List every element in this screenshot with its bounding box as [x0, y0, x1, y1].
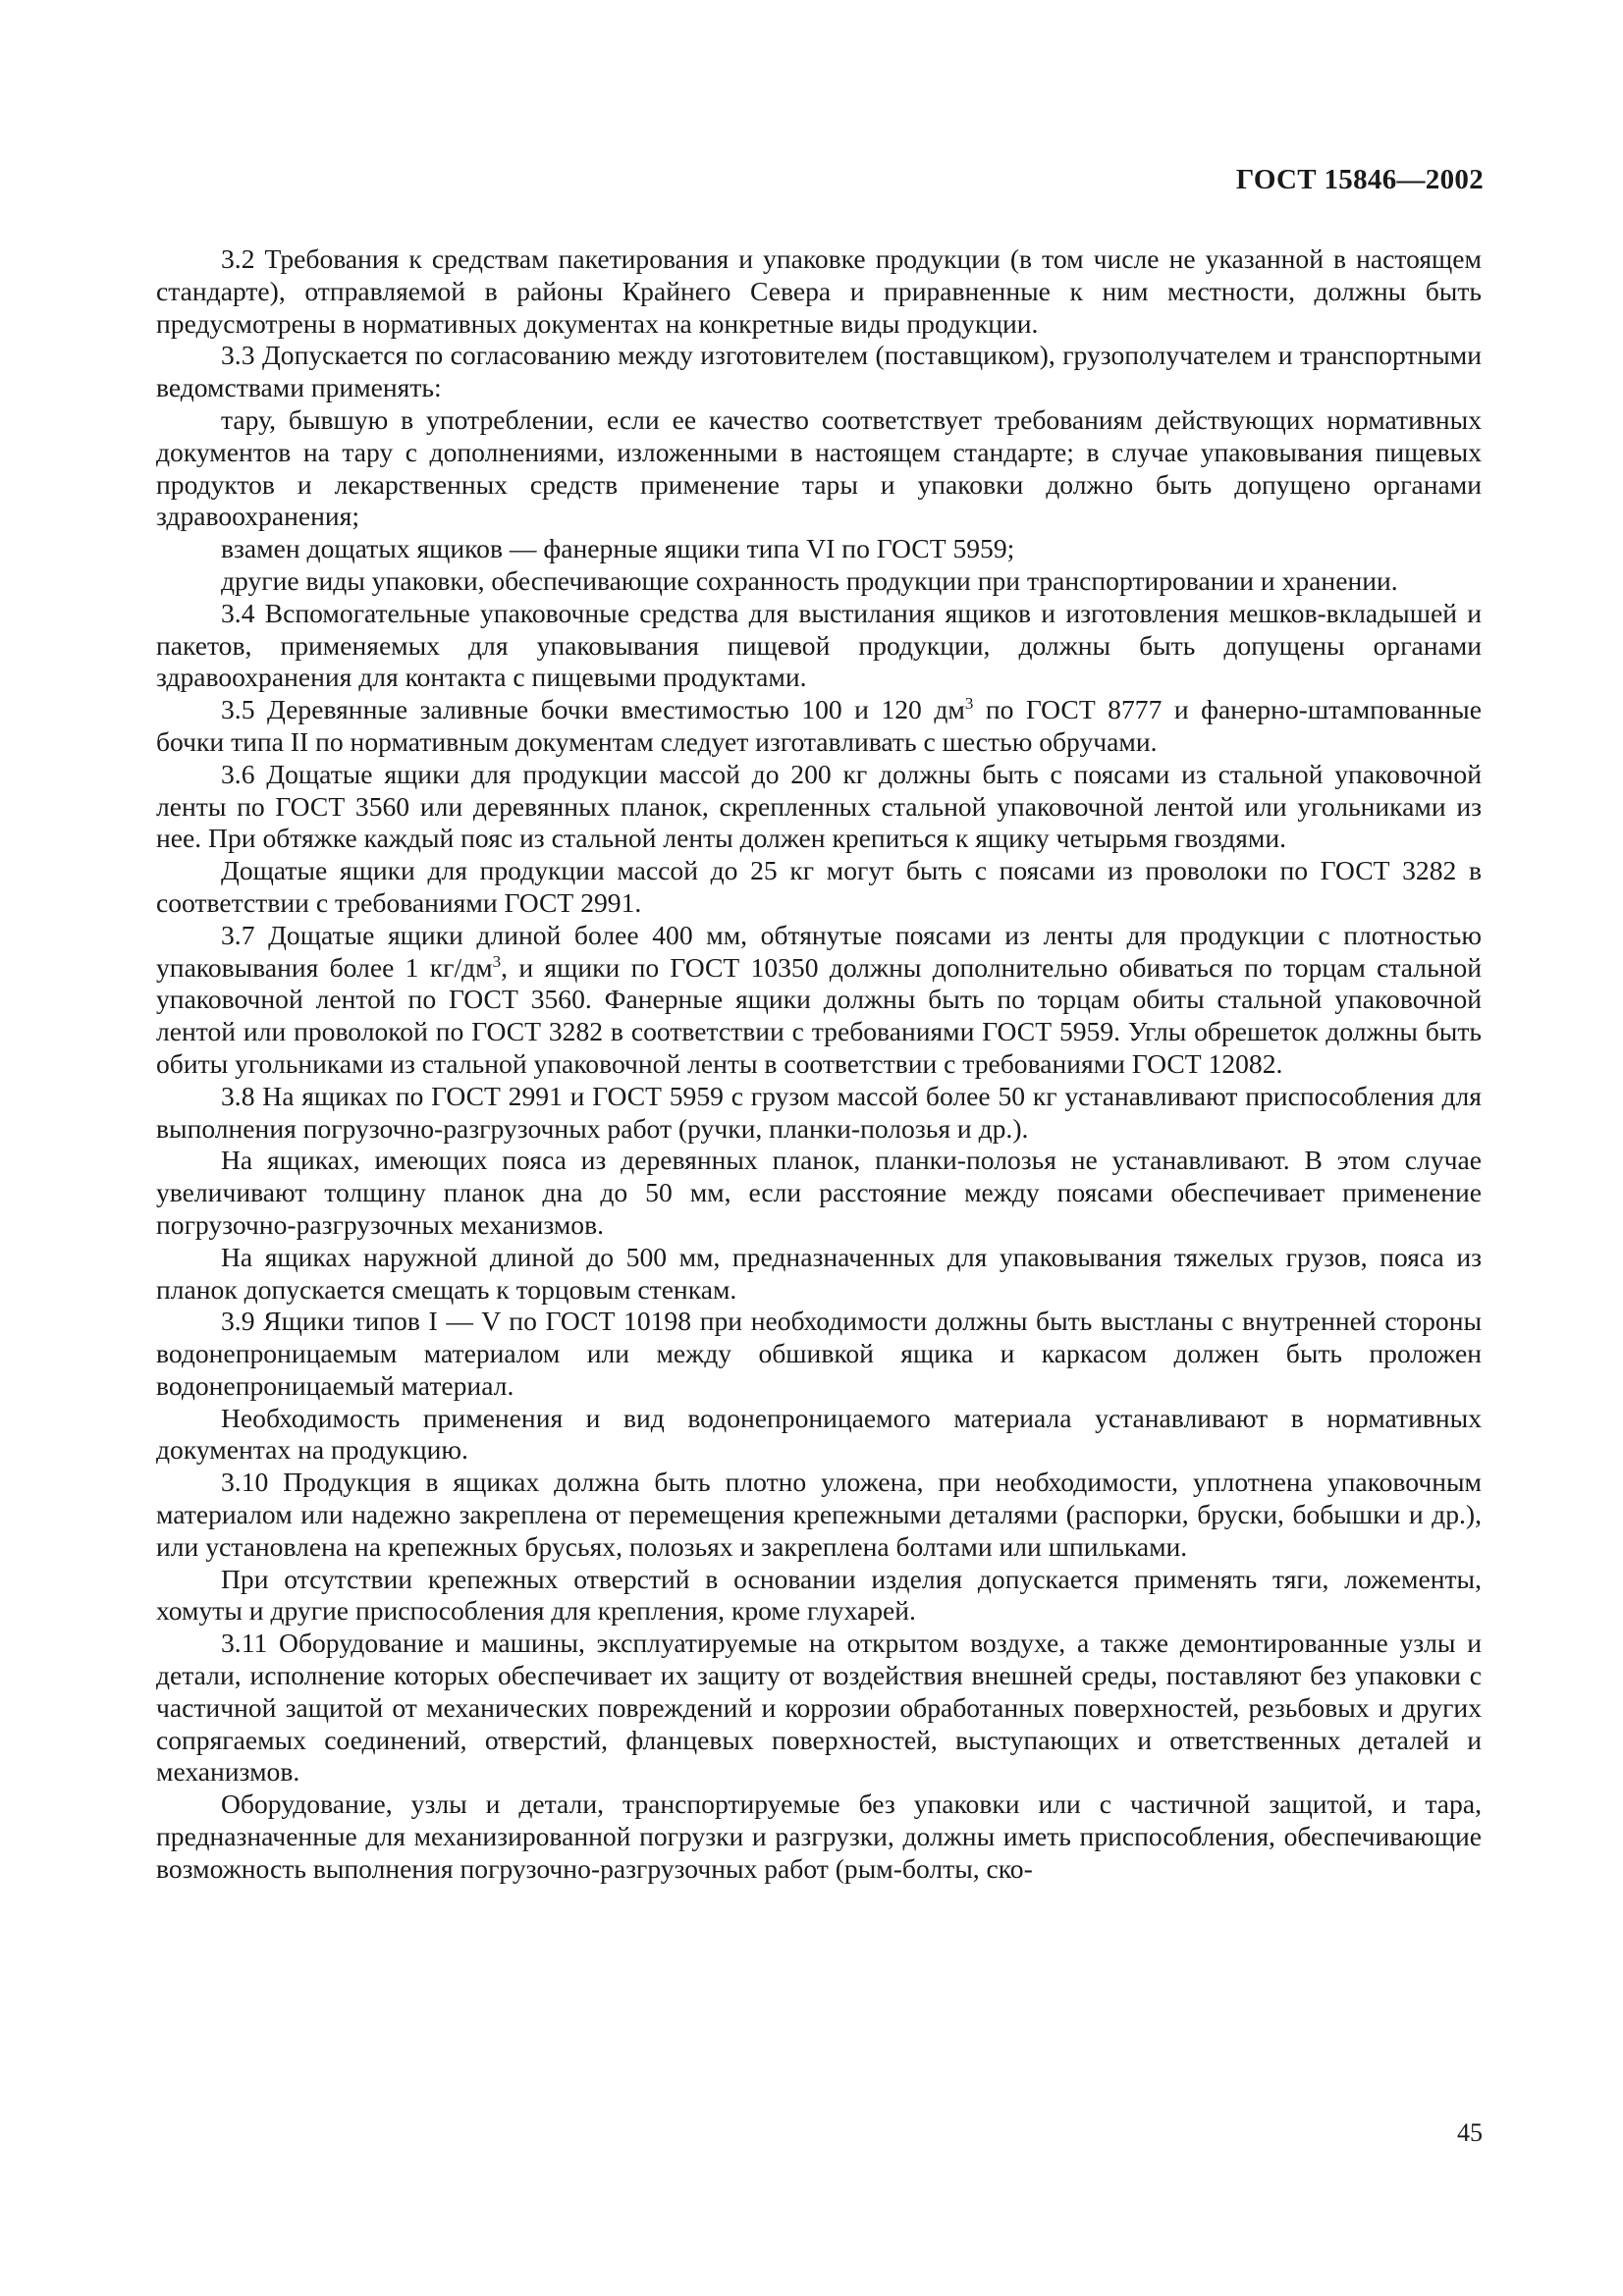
paragraph-3-5-text: 3.5 Деревянные заливные бочки вместимостью 100 и 120 дм — [221, 694, 965, 725]
paragraph-3-11-equipment: Оборудование, узлы и детали, транспортируемые без упаковки или с частичной защитой, и тара, предназначенные для механизированной погрузки и разгрузки, должны иметь приспособления, обеспечивающие возможность выполнения погрузочно-разгрузочных работ (рым-болты, ско- — [156, 1789, 1482, 1884]
paragraph-3-9-material: Необходимость применения и вид водонепроницаемого материала устанавливают в нормативных документах на продукцию. — [156, 1402, 1482, 1466]
paragraph-3-11: 3.11 Оборудование и машины, эксплуатируемые на открытом воздухе, а также демонтированные узлы и детали, исполнение которых обеспечивает их защиту от воздействия внешней среды, поставляют без упаковки с частичной защитой от механических повреждений и коррозии обработанных поверхностей, резьбовых и других сопрягаемых соединений, отверстий, фланцевых поверхностей, выступающих и ответственных деталей и механизмов. — [156, 1628, 1482, 1788]
paragraph-3-7-text: 3.7 Дощатые ящики длиной более 400 мм, обтянутые поясами из ленты для продукции с плотностью упаковывания более 1 кг/дм — [156, 919, 1482, 983]
paragraph-3-8: 3.8 На ящиках по ГОСТ 2991 и ГОСТ 5959 с грузом массой более 50 кг устанавливают приспособления для выполнения погрузочно-разгрузочных работ (ручки, планки-полозья и др.). — [156, 1080, 1482, 1144]
list-item-other-packaging: другие виды упаковки, обеспечивающие сохранность продукции при транспортировании и хранении. — [221, 564, 1398, 596]
document-body — [156, 243, 1482, 1886]
paragraph-3-7 — [156, 920, 1482, 1081]
paragraph-3-8-wooden-belts: На ящиках, имеющих пояса из деревянных планок, планки-полозья не устанавливают. В этом случае увеличивают толщину планок дна до 50 мм, если расстояние между поясами обеспечивает применение погрузочно-разгрузочных механизмов. — [156, 1145, 1482, 1240]
paragraph-3-6: 3.6 Дощатые ящики для продукции массой до 200 кг должны быть с поясами из стальной упаковочной ленты по ГОСТ 3560 или деревянных планок, скрепленных стальной упаковочной лентой или угольниками из нее. При обтяжке каждый пояс из стальной ленты должен крепиться к ящику четырьмя гвоздями. — [156, 758, 1482, 854]
paragraph-3-9: 3.9 Ящики типов I — V по ГОСТ 10198 при необходимости должны быть выстланы с внутренней стороны водонепроницаемым материалом или между обшивкой ящика и каркасом должен быть проложен водонепроницаемый материал. — [156, 1306, 1482, 1401]
paragraph-3-8-heavy-loads: На ящиках наружной длиной до 500 мм, предназначенных для упаковывания тяжелых грузов, пояса из планок допускается смещать к торцовым стенкам. — [156, 1241, 1482, 1305]
paragraph-3-5-text-continued: по ГОСТ 8777 и фанерно-штампованные бочки типа II по нормативным документам следует изготавливать с шестью обручами. — [156, 694, 1482, 757]
paragraph-3-6-wire-belts: Дощатые ящики для продукции массой до 25 кг могут быть с поясами из проволоки по ГОСТ 3282 в соответствии с требованиями ГОСТ 2991. — [156, 855, 1482, 918]
page-number: 45 — [1457, 2118, 1483, 2147]
list-item-plywood-boxes: взамен дощатых ящиков — фанерные ящики типа VI по ГОСТ 5959; — [221, 533, 1015, 564]
paragraph-3-5 — [156, 694, 1482, 759]
paragraph-3-3: 3.3 Допускается по согласованию между изготовителем (поставщиком), грузополучателем и транспортными ведомствами применять: — [156, 340, 1482, 403]
superscript: 3 — [964, 693, 974, 713]
superscript: 3 — [492, 951, 502, 971]
document-header: ГОСТ 15846—2002 — [1235, 164, 1484, 195]
paragraph-3-10: 3.10 Продукция в ящиках должна быть плотно уложена, при необходимости, уплотнена упаковочным материалом или надежно закреплена от перемещения крепежными деталями (распорки, бруски, бобышки и др.), или установлена на крепежных брусьях, полозьях и закреплена болтами или шпильками. — [156, 1467, 1482, 1562]
list-item-used-containers: тару, бывшую в употреблении, если ее качество соответствует требованиям действующих нормативных документов на тару с дополнениями, изложенными в настоящем стандарте; в случае упаковывания пищевых продуктов и лекарственных средств применение тары и упаковки должно быть допущено органами здравоохранения; — [156, 403, 1482, 532]
paragraph-3-4: 3.4 Вспомогательные упаковочные средства для выстилания ящиков и изготовления мешков-вкладышей и пакетов, применяемых для упаковывания пищевой продукции, должны быть допущены органами здравоохранения для контакта с пищевыми продуктами. — [156, 597, 1482, 693]
paragraph-3-10-fastening: При отсутствии крепежных отверстий в основании изделия допускается применять тяги, ложементы, хомуты и другие приспособления для крепления, кроме глухарей. — [156, 1563, 1482, 1627]
paragraph-3-7-text-continued: , и ящики по ГОСТ 10350 должны дополнительно обиваться по торцам стальной упаковочной лентой по ГОСТ 3560. Фанерные ящики должны быть по торцам обиты стальной упаковочной лентой или проволокой по ГОСТ 3282 в соответствии с требованиями ГОСТ 5959. Углы обрешеток должны быть обиты угольниками из стальной упаковочной ленты в соответствии с требованиями ГОСТ 12082. — [156, 951, 1482, 1079]
paragraph-3-2: 3.2 Требования к средствам пакетирования и упаковке продукции (в том числе не указанной в настоящем стандарте), отправляемой в районы Крайнего Севера и приравненные к ним местности, должны быть предусмотрены в нормативных документах на конкретные виды продукции. — [156, 243, 1482, 339]
